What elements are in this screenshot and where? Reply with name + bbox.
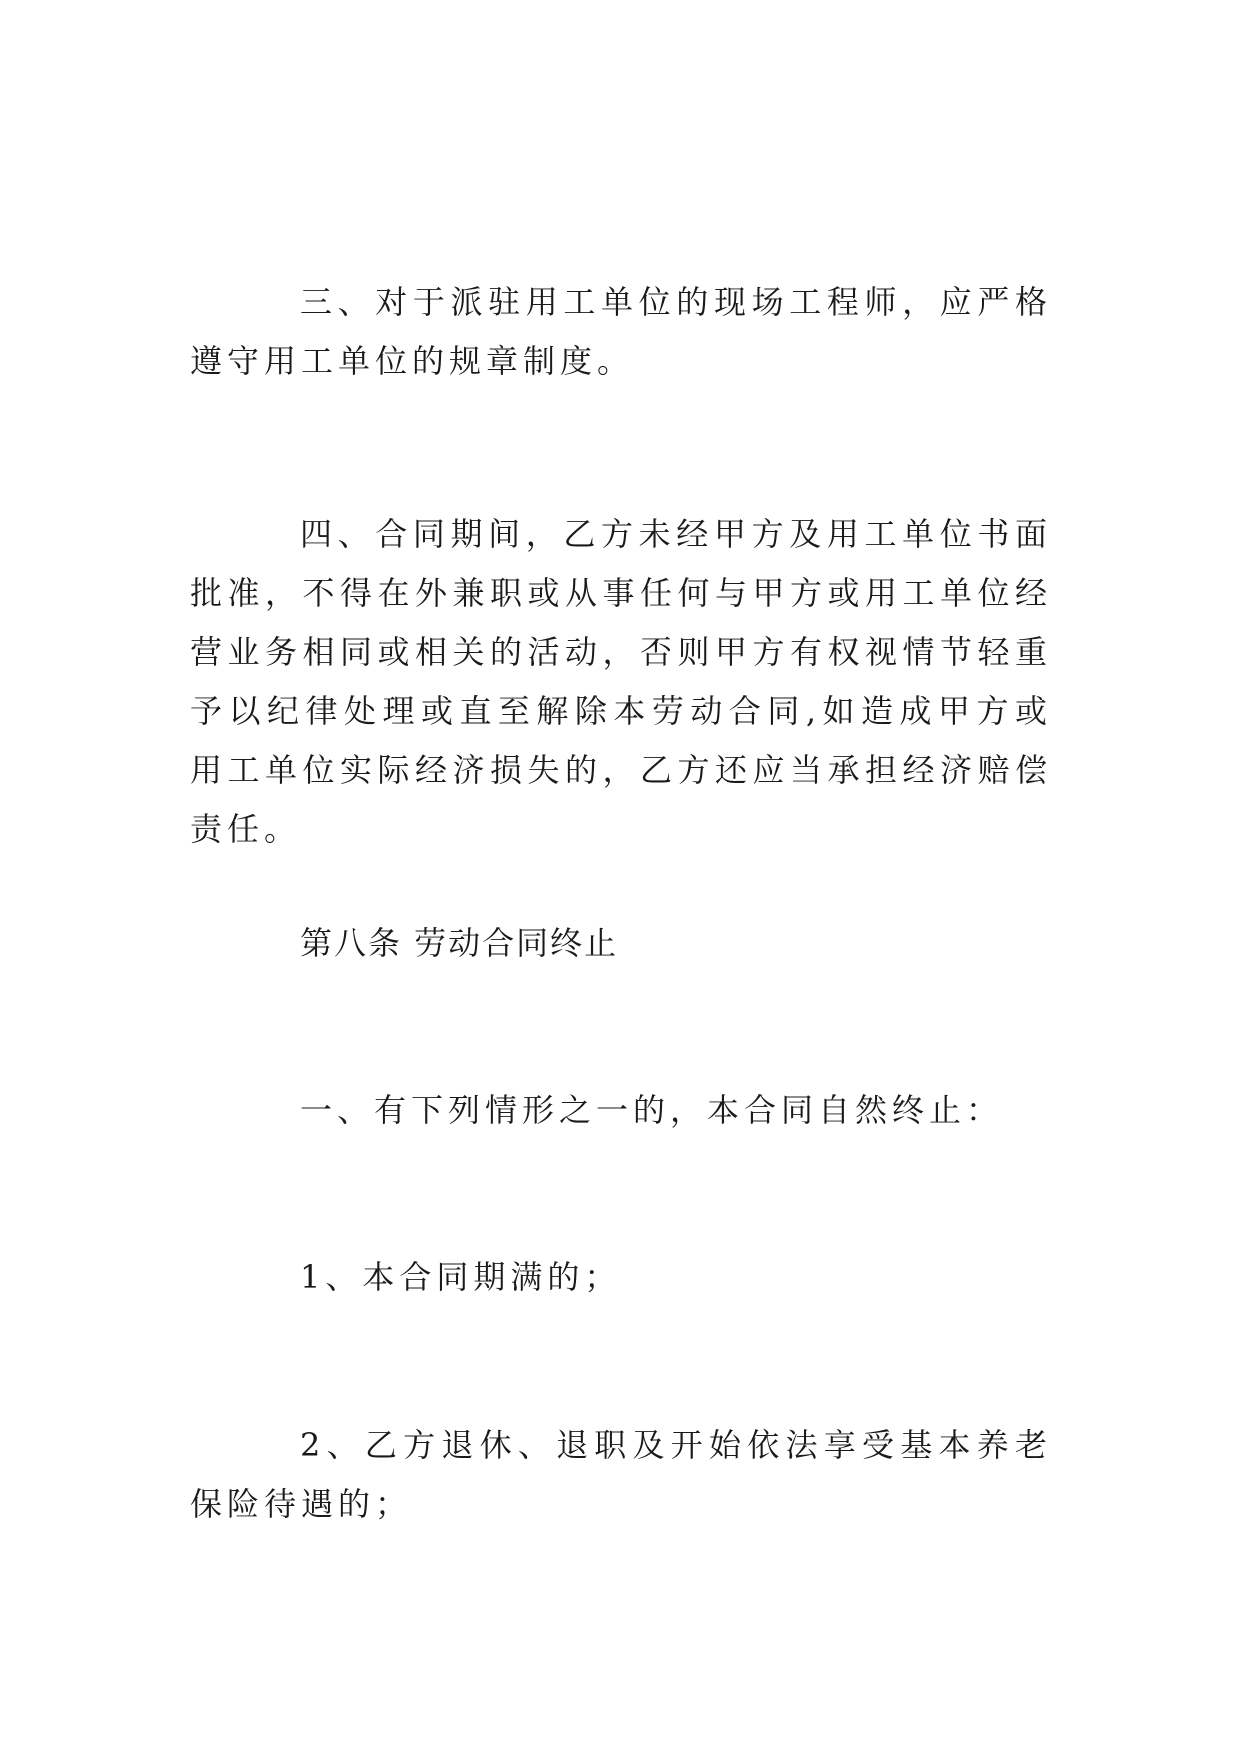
termination-conditions-intro: 一、有下列情形之一的，本合同自然终止： xyxy=(300,1091,1004,1129)
clause-4-paragraph: 四、合同期间，乙方未经甲方及用工单位书面批准，不得在外兼职或从事任何与甲方或用工单位经营业务相同或相关的活动，否则甲方有权视情节轻重予以纪律处理或直至解除本劳动合同,如造成甲方或用工单位实际经济损失的，乙方还应当承担经济赔偿责任。 xyxy=(190,515,1052,848)
article-8-heading: 第八条 劳动合同终止 xyxy=(300,924,619,962)
termination-item-2: 2、乙方退休、退职及开始依法享受基本养老保险待遇的； xyxy=(190,1426,1052,1523)
termination-item-1: 1、本合同期满的； xyxy=(300,1258,622,1296)
clause-3-paragraph: 三、对于派驻用工单位的现场工程师，应严格遵守用工单位的规章制度。 xyxy=(190,283,1052,380)
